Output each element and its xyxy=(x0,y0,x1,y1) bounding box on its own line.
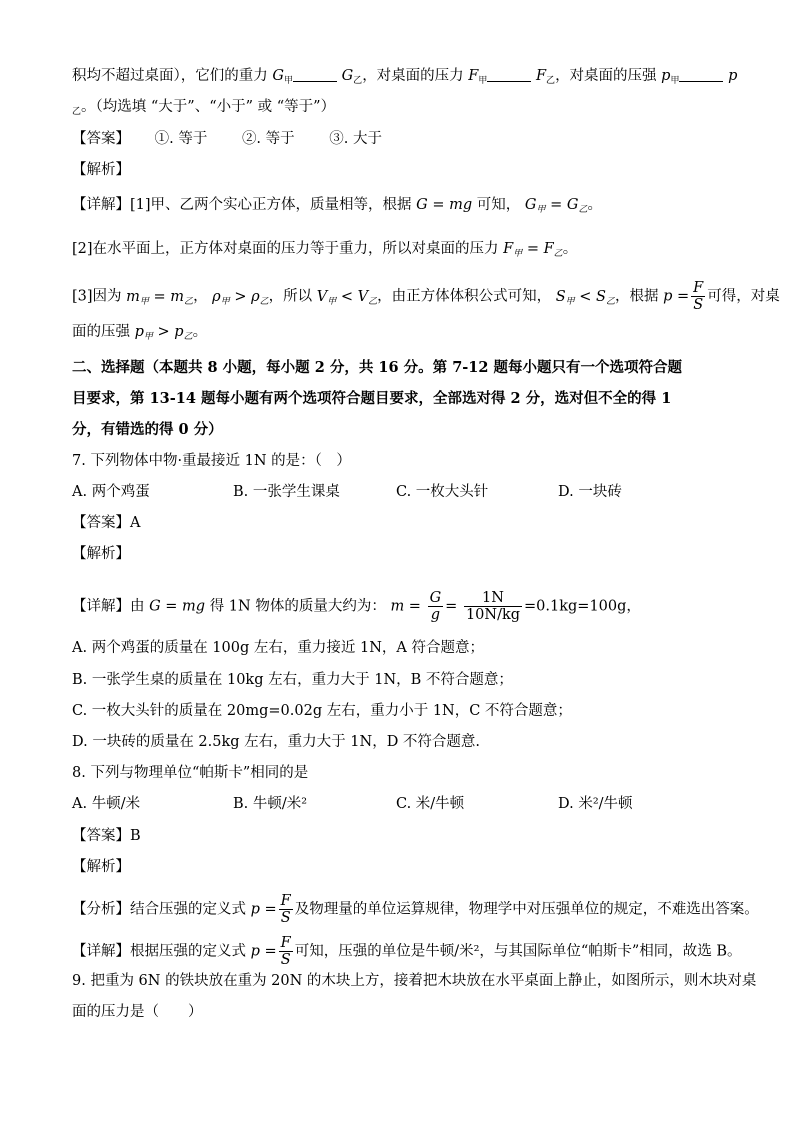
q6-detail-4 xyxy=(72,322,207,347)
formula: G = mg xyxy=(149,598,206,615)
q8-answer: 【答案】B xyxy=(72,828,141,844)
sub-yi: 乙 xyxy=(553,249,563,259)
var-p: p xyxy=(728,68,738,84)
sub-yi: 乙 xyxy=(368,296,378,307)
fraction-numerator: 1N xyxy=(464,590,522,607)
q7-option-d[interactable]: D. 一块砖 xyxy=(558,484,622,500)
fraction-f-s: $\frac{F}{S}$ xyxy=(693,280,704,313)
fraction-denominator: 10N/kg xyxy=(465,607,521,623)
q7-text: 由 xyxy=(130,598,145,615)
var-f: F xyxy=(535,68,547,84)
q6-jiexi: 【解析】 xyxy=(72,162,130,178)
var-g: G xyxy=(566,197,579,213)
q8-text: 结合压强的定义式 xyxy=(130,901,246,918)
q6-line2 xyxy=(72,97,335,122)
q6-text: [2]在水平面上，正方体对桌面的压力等于重力，所以对桌面的压力 xyxy=(72,241,499,257)
formula: G = mg xyxy=(416,197,473,213)
sub-jia: 甲 xyxy=(139,296,149,307)
q7-expl-d: D. 一块砖的质量在 2.5kg 左右，重力大于 1N，D 不符合题意. xyxy=(72,734,481,750)
q6-detail-2 xyxy=(72,239,577,264)
q6-text: 面的压强 xyxy=(72,324,130,340)
sub-jia: 甲 xyxy=(670,76,680,86)
fraction-1n xyxy=(464,590,522,623)
q6-text: 积均不超过桌面），它们的重力 xyxy=(72,68,268,84)
q8-detail xyxy=(72,935,742,968)
q7-expl-c: C. 一枚大头针的质量在 20mg=0.02g 左右，重力小于 1N，C 不符合题意； xyxy=(72,703,572,719)
q7-text: =0.1kg=100g， xyxy=(524,598,641,615)
sub-yi: 乙 xyxy=(183,332,193,342)
sub-yi: 乙 xyxy=(546,76,556,86)
p-formula: p = xyxy=(663,288,690,305)
fraction-g-g xyxy=(428,590,444,623)
q6-text: [1]甲、乙两个实心正方体，质量相等，根据 xyxy=(130,197,412,213)
answer-2: ②. 等于 xyxy=(241,131,295,147)
answer-1: ①. 等于 xyxy=(154,131,208,147)
q8-text: 可知，压强的单位是牛顿/米²，与其国际单位“帕斯卡”相同，故选 B。 xyxy=(294,943,742,960)
q6-text: ，由正方体体积公式可知， xyxy=(377,288,552,305)
q8-option-c[interactable]: C. 米/牛顿 xyxy=(396,796,465,812)
detail-tag: 【详解】 xyxy=(72,197,130,213)
sub-yi: 乙 xyxy=(259,296,269,307)
m-eq: m = xyxy=(390,598,421,615)
q8-jiexi: 【解析】 xyxy=(72,859,130,875)
sub-yi: 乙 xyxy=(578,205,588,215)
q8-option-d[interactable]: D. 米²/牛顿 xyxy=(558,796,633,812)
detail-tag: 【详解】 xyxy=(72,943,130,960)
sub-yi: 乙 xyxy=(353,76,363,86)
q7-stem: 7. 下列物体中物·重最接近 1N 的是：（ ） xyxy=(72,453,351,469)
q6-text: [3]因为 xyxy=(72,288,122,305)
q6-text: ，对桌面的压强 xyxy=(555,68,657,84)
var-g: G xyxy=(524,197,537,213)
sub-jia: 甲 xyxy=(327,296,337,307)
blank-1[interactable] xyxy=(293,67,337,82)
q6-text: ，对桌面的压力 xyxy=(362,68,464,84)
section2-line2: 目要求，第 13-14 题每小题有两个选项符合题目要求，全部选对得 2 分，选对但不全的得 1 xyxy=(72,390,672,407)
sub-jia: 甲 xyxy=(283,76,293,86)
sub-jia: 甲 xyxy=(565,296,575,307)
var-f: F xyxy=(503,241,514,257)
period: 。 xyxy=(587,197,602,213)
fraction-denominator: g xyxy=(430,607,441,623)
q7-expl-b: B. 一张学生桌的质量在 10kg 左右，重力大于 1N，B 不符合题意； xyxy=(72,672,513,688)
p-ineq: $p_甲 > p_乙$ xyxy=(134,324,193,342)
q6-text: ，所以 xyxy=(268,288,313,305)
q7-detail: 【详解】由 G = mg 得 1N 物体的质量大约为： m = $\frac{G}{g}$ = $\frac{1N}{10N/kg}$ =0.1kg=100g， xyxy=(72,590,641,623)
q6-detail-1 xyxy=(72,195,602,220)
q8-analysis xyxy=(72,893,759,926)
q6-text: 。（均选填 “大于”、“小于” 或 “等于”） xyxy=(81,99,336,115)
q7-answer: 【答案】A xyxy=(72,515,141,531)
section2-line1: 二、选择题（本题共 8 小题，每小题 2 分，共 16 分。第 7-12 题每小题只有一个选项符合题 xyxy=(72,359,683,376)
sub-jia: 甲 xyxy=(478,76,488,86)
p-formula: p = xyxy=(250,943,277,960)
q8-stem: 8. 下列与物理单位“帕斯卡”相同的是 xyxy=(72,765,309,781)
q7-text: 得 1N 物体的质量大约为： xyxy=(209,598,386,615)
sub-yi: 乙 xyxy=(72,107,82,117)
p-formula: p = xyxy=(250,901,277,918)
sub-jia: 甲 xyxy=(536,205,546,215)
rho-ineq: $\rho_甲 > \rho_乙$ xyxy=(212,288,269,307)
s-ineq: $S_甲 < S_乙$ xyxy=(555,288,615,307)
answer-tag: 【答案】 xyxy=(72,131,130,147)
sub-jia: 甲 xyxy=(220,296,230,307)
fraction-f-s: $\frac{F}{S}$ xyxy=(280,893,291,926)
q6-answer xyxy=(72,129,382,149)
blank-3[interactable] xyxy=(679,67,723,82)
q7-jiexi: 【解析】 xyxy=(72,546,130,562)
q9-line1: 9. 把重为 6N 的铁块放在重为 20N 的木块上方，接着把木块放在水平桌面上静止，如图所示，则木块对桌 xyxy=(72,973,757,989)
q7-expl-a: A. 两个鸡蛋的质量在 100g 左右，重力接近 1N，A 符合题意； xyxy=(72,640,484,656)
sub-yi: 乙 xyxy=(605,296,615,307)
q6-text: 可知， xyxy=(476,197,521,213)
section2-line3: 分，有错选的得 0 分） xyxy=(72,421,223,438)
q8-text: 根据压强的定义式 xyxy=(130,943,246,960)
q8-option-a[interactable]: A. 牛顿/米 xyxy=(72,796,141,812)
q8-text: 及物理量的单位运算规律，物理学中对压强单位的规定，不难选出答案。 xyxy=(294,901,759,918)
detail-tag: 【详解】 xyxy=(72,598,130,615)
q7-option-c[interactable]: C. 一枚大头针 xyxy=(396,484,489,500)
var-g: G xyxy=(341,68,354,84)
sub-yi: 乙 xyxy=(184,296,194,307)
sub-jia: 甲 xyxy=(143,332,153,342)
q6-detail-3: [3]因为 $m_甲 = m_乙$， $\rho_甲 > \rho_乙$，所以 $V_甲 < V_乙$，由正方体体积公式可知， $S_甲 < S_乙$，根据 p = $\frac{F}{S}$ 可得，对桌 xyxy=(72,280,780,313)
var-g: G xyxy=(272,68,284,84)
fraction-f-s: $\frac{F}{S}$ xyxy=(280,935,291,968)
sub-jia: 甲 xyxy=(513,249,523,259)
g-eq: $G_甲 = G_乙$ xyxy=(524,197,588,215)
var-p: p xyxy=(134,324,144,340)
q6-line1 xyxy=(72,66,737,91)
blank-2[interactable] xyxy=(487,67,531,82)
analysis-tag: 【分析】 xyxy=(72,901,130,918)
period: 。 xyxy=(192,324,208,340)
q8-option-b[interactable]: B. 牛顿/米² xyxy=(233,796,308,812)
v-ineq: $V_甲 < V_乙$ xyxy=(316,288,378,307)
var-f: F xyxy=(468,68,479,84)
q7-option-b[interactable]: B. 一张学生课桌 xyxy=(233,484,340,500)
answer-3: ③. 大于 xyxy=(329,131,382,147)
fraction-numerator: G xyxy=(429,590,442,606)
m-eq: $m_甲 = m_乙$ xyxy=(126,288,194,307)
var-p: p xyxy=(661,68,671,84)
var-p: p xyxy=(174,324,184,340)
var-f: F xyxy=(543,241,554,257)
period: 。 xyxy=(562,241,578,257)
q9-line2: 面的压力是（ ） xyxy=(72,1004,203,1020)
q6-text: 可得，对桌 xyxy=(707,288,780,305)
q6-text: ，根据 xyxy=(615,288,659,305)
q7-option-a[interactable]: A. 两个鸡蛋 xyxy=(72,484,150,500)
f-eq: $F_甲 = F_乙$ xyxy=(503,241,563,259)
